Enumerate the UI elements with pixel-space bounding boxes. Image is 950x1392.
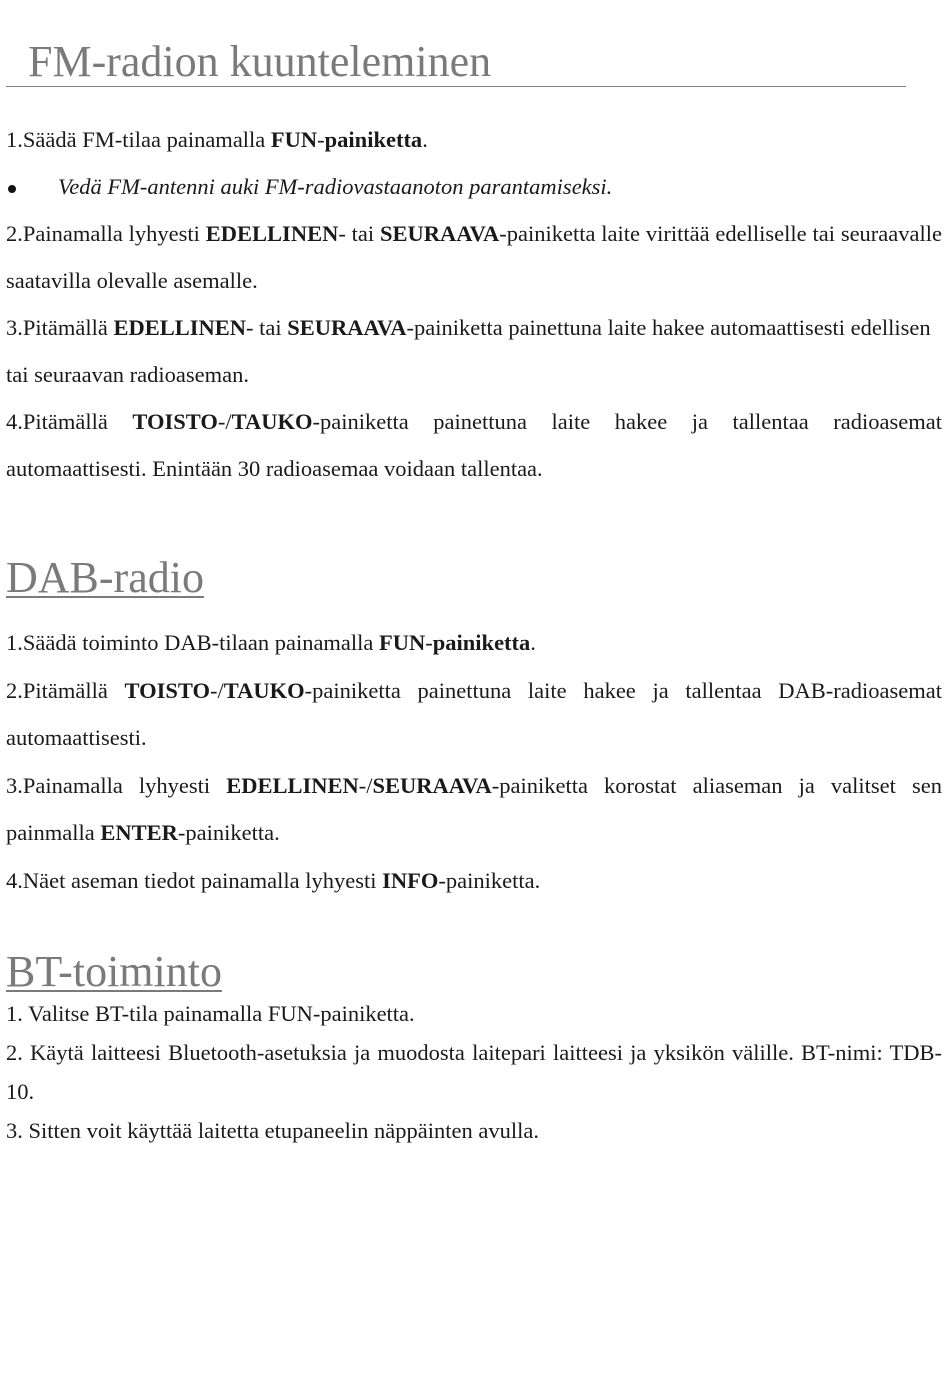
- dab-step-4-key-info: INFO: [382, 868, 439, 893]
- dab-step-4: [6, 857, 942, 904]
- bt-step-2: 2. Käytä laitteesi Bluetooth-asetuksia ja muodosta laitepari laitteesi ja yksikön välille. BT-nimi: TDB-10.: [6, 1040, 942, 1104]
- fm-step-2-key-next: SEURAAVA: [380, 221, 500, 246]
- dab-step-1: [6, 619, 942, 666]
- dab-step-3-key-prev: EDELLINEN: [226, 773, 359, 798]
- dab-step-3-end: -painiketta.: [177, 820, 280, 845]
- fm-step-3-key-prev: EDELLINEN: [113, 315, 247, 340]
- fm-step-3-sep: - tai: [246, 315, 288, 340]
- fm-step-4-key-pause: TAUKO: [231, 409, 313, 434]
- dab-step-2-sep: -/: [210, 678, 224, 703]
- fm-step-1-text: 1.Säädä FM-tilaa painamalla: [6, 127, 271, 152]
- fm-step-1-key-fun: FUN: [270, 127, 318, 152]
- dab-step-3-text: 3.Painamalla lyhyesti: [6, 773, 227, 798]
- bt-step-3: 3. Sitten voit käyttää laitetta etupaneelin näppäinten avulla.: [6, 1118, 539, 1143]
- dab-step-3-key-next: SEURAAVA: [372, 773, 492, 798]
- fm-step-4-key-play: TOISTO: [132, 409, 218, 434]
- fm-antenna-bullet: [6, 163, 613, 210]
- fm-step-2-text: 2.Painamalla lyhyesti: [6, 221, 206, 246]
- dab-step-2-rest: -painiketta painettuna laite hakee ja tallentaa DAB-radioasemat automaattisesti.: [6, 678, 942, 750]
- fm-step-2-sep: - tai: [338, 221, 381, 246]
- fm-step-2: [6, 210, 942, 304]
- bt-step-1: 1. Valitse BT-tila painamalla FUN-painiketta.: [6, 1001, 415, 1026]
- fm-step-1-sep: -: [317, 127, 325, 152]
- dab-step-2-key-play: TOISTO: [124, 678, 211, 703]
- dab-step-1-key-fun: FUN: [379, 630, 426, 655]
- fm-step-4-text: 4.Pitämällä: [6, 409, 133, 434]
- bullet-dot-icon: [8, 185, 16, 193]
- bt-section-heading: BT-toiminto: [6, 947, 222, 996]
- fm-step-2-rest: -painiketta laite virittää edelliselle tai seuraavalle saatavilla olevalle asemalle.: [6, 221, 942, 293]
- dab-step-3-rest: -painiketta korostat aliaseman ja valitset sen painmalla: [6, 773, 942, 845]
- dab-step-2: [6, 667, 942, 761]
- fm-step-3: [6, 304, 942, 398]
- dab-step-1-text: 1.Säädä toiminto DAB-tilaan painamalla: [6, 630, 380, 655]
- fm-step-2-key-prev: EDELLINEN: [205, 221, 339, 246]
- fm-step-3-key-next: SEURAAVA: [287, 315, 407, 340]
- dab-step-3-key-enter: ENTER: [100, 820, 178, 845]
- fm-step-4-sep: -/: [217, 409, 232, 434]
- fm-step-3-rest: -painiketta painettuna laite hakee automaattisesti edellisen tai seuraavan radioaseman.: [6, 315, 931, 387]
- dab-step-4-end: -painiketta.: [438, 868, 541, 893]
- dab-step-1-sep: -: [425, 630, 433, 655]
- dab-step-1-key-label: painiketta: [432, 630, 531, 655]
- dab-step-1-end: .: [530, 630, 536, 655]
- fm-section-heading: FM-radion kuunteleminen: [6, 40, 906, 87]
- dab-section-heading: DAB-radio: [6, 553, 204, 602]
- fm-step-3-text: 3.Pitämällä: [6, 315, 114, 340]
- fm-step-4: [6, 398, 942, 492]
- fm-antenna-bullet-text: Vedä FM-antenni auki FM-radiovastaanoton parantamiseksi.: [58, 174, 613, 199]
- fm-step-1-key-label: painiketta: [324, 127, 423, 152]
- fm-step-4-rest: -painiketta painettuna laite hakee ja tallentaa radioasemat automaattisesti. Enintään 30 radioasemaa voidaan tallentaa.: [6, 409, 942, 481]
- dab-step-3: [6, 762, 942, 856]
- fm-step-1-end: .: [422, 127, 428, 152]
- dab-step-4-text: 4.Näet aseman tiedot painamalla lyhyesti: [6, 868, 383, 893]
- fm-step-1: [6, 116, 942, 163]
- dab-step-3-sep: -/: [358, 773, 373, 798]
- dab-step-2-key-pause: TAUKO: [223, 678, 305, 703]
- dab-step-2-text: 2.Pitämällä: [6, 678, 125, 703]
